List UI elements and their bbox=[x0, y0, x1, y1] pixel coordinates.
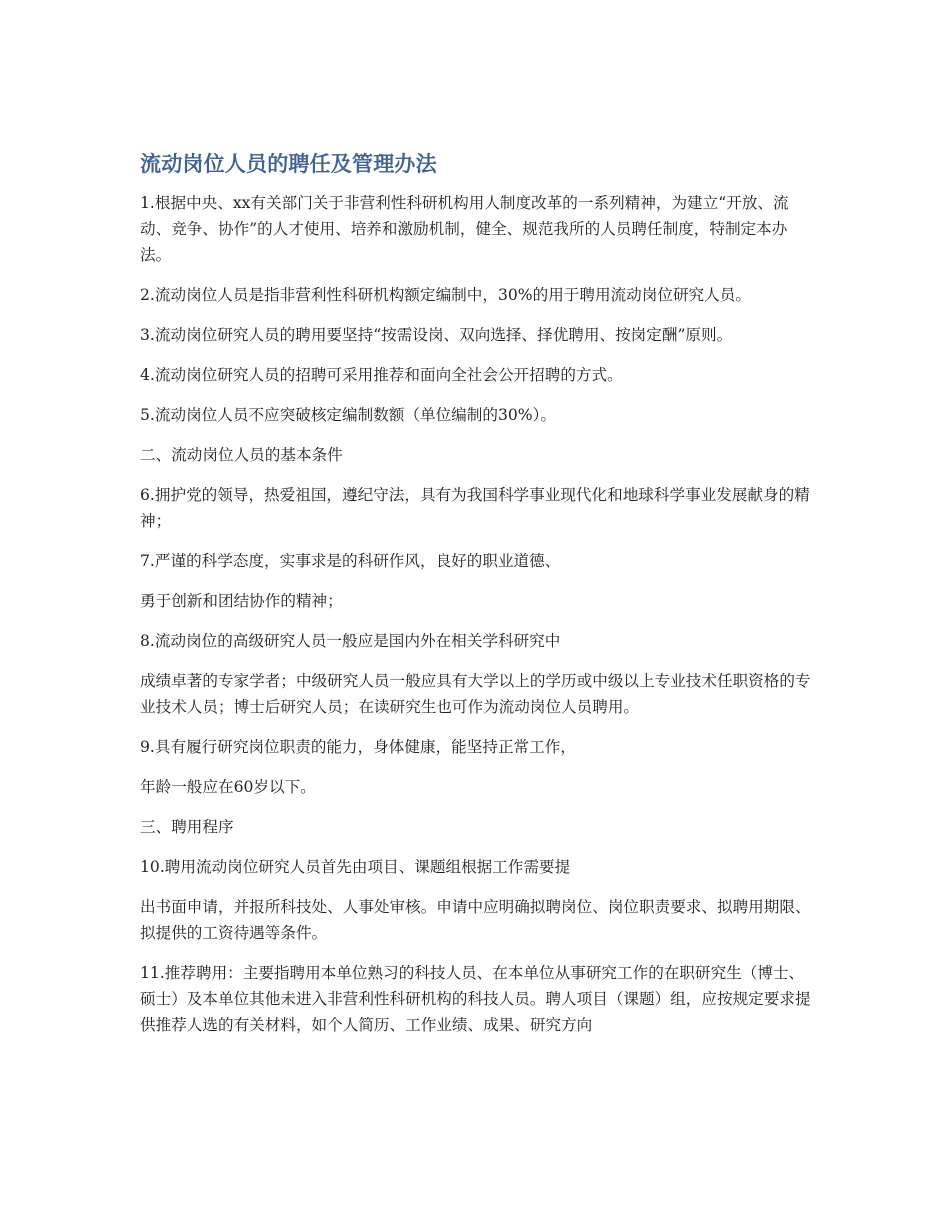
document-page bbox=[140, 148, 812, 1052]
paragraph-11: 11.推荐聘用：主要指聘用本单位熟习的科技人员、在本单位从事研究工作的在职研究生（博士、硕士）及本单位其他未进入非营利性科研机构的科技人员。聘人项目（课题）组，应按规定要求提供推荐人选的有关材料，如个人简历、工作业绩、成果、研究方向 bbox=[140, 964, 811, 1034]
paragraph-1: 1.根据中央、xx有关部门关于非营利性科研机构用人制度改革的一系列精神，为建立“开放、流动、竞争、协作”的人才使用、培养和激励机制，健全、规范我所的人员聘任制度，特制定本办法。 bbox=[140, 194, 789, 264]
paragraph-5: 5.流动岗位人员不应突破核定编制数额（单位编制的30%）。 bbox=[140, 406, 556, 424]
paragraph-7-continued: 勇于创新和团结协作的精神； bbox=[140, 592, 343, 610]
section-heading-3: 三、聘用程序 bbox=[140, 818, 234, 836]
paragraph-9-continued: 年龄一般应在60岁以下。 bbox=[140, 778, 316, 796]
paragraph-8: 8.流动岗位的高级研究人员一般应是国内外在相关学科研究中 bbox=[140, 632, 561, 650]
paragraph-3: 3.流动岗位研究人员的聘用要坚持“按需设岗、双向选择、择优聘用、按岗定酬”原则。 bbox=[140, 326, 733, 344]
section-heading-2: 二、流动岗位人员的基本条件 bbox=[140, 446, 343, 464]
document-title: 流动岗位人员的聘任及管理办法 bbox=[140, 152, 437, 176]
paragraph-8-continued: 成绩卓著的专家学者；中级研究人员一般应具有大学以上的学历或中级以上专业技术任职资格的专业技术人员；博士后研究人员；在读研究生也可作为流动岗位人员聘用。 bbox=[140, 672, 811, 716]
paragraph-10-continued: 出书面申请，并报所科技处、人事处审核。申请中应明确拟聘岗位、岗位职责要求、拟聘用期限、拟提供的工资待遇等条件。 bbox=[140, 898, 811, 942]
paragraph-7: 7.严谨的科学态度，实事求是的科研作风，良好的职业道德、 bbox=[140, 552, 561, 570]
paragraph-4: 4.流动岗位研究人员的招聘可采用推荐和面向全社会公开招聘的方式。 bbox=[140, 366, 623, 384]
paragraph-6: 6.拥护党的领导，热爱祖国，遵纪守法，具有为我国科学事业现代化和地球科学事业发展献身的精神； bbox=[140, 486, 810, 530]
paragraph-2: 2.流动岗位人员是指非营利性科研机构额定编制中，30%的用于聘用流动岗位研究人员。 bbox=[140, 286, 751, 304]
paragraph-9: 9.具有履行研究岗位职责的能力，身体健康，能坚持正常工作， bbox=[140, 738, 576, 756]
paragraph-10: 10.聘用流动岗位研究人员首先由项目、课题组根据工作需要提 bbox=[140, 858, 571, 876]
